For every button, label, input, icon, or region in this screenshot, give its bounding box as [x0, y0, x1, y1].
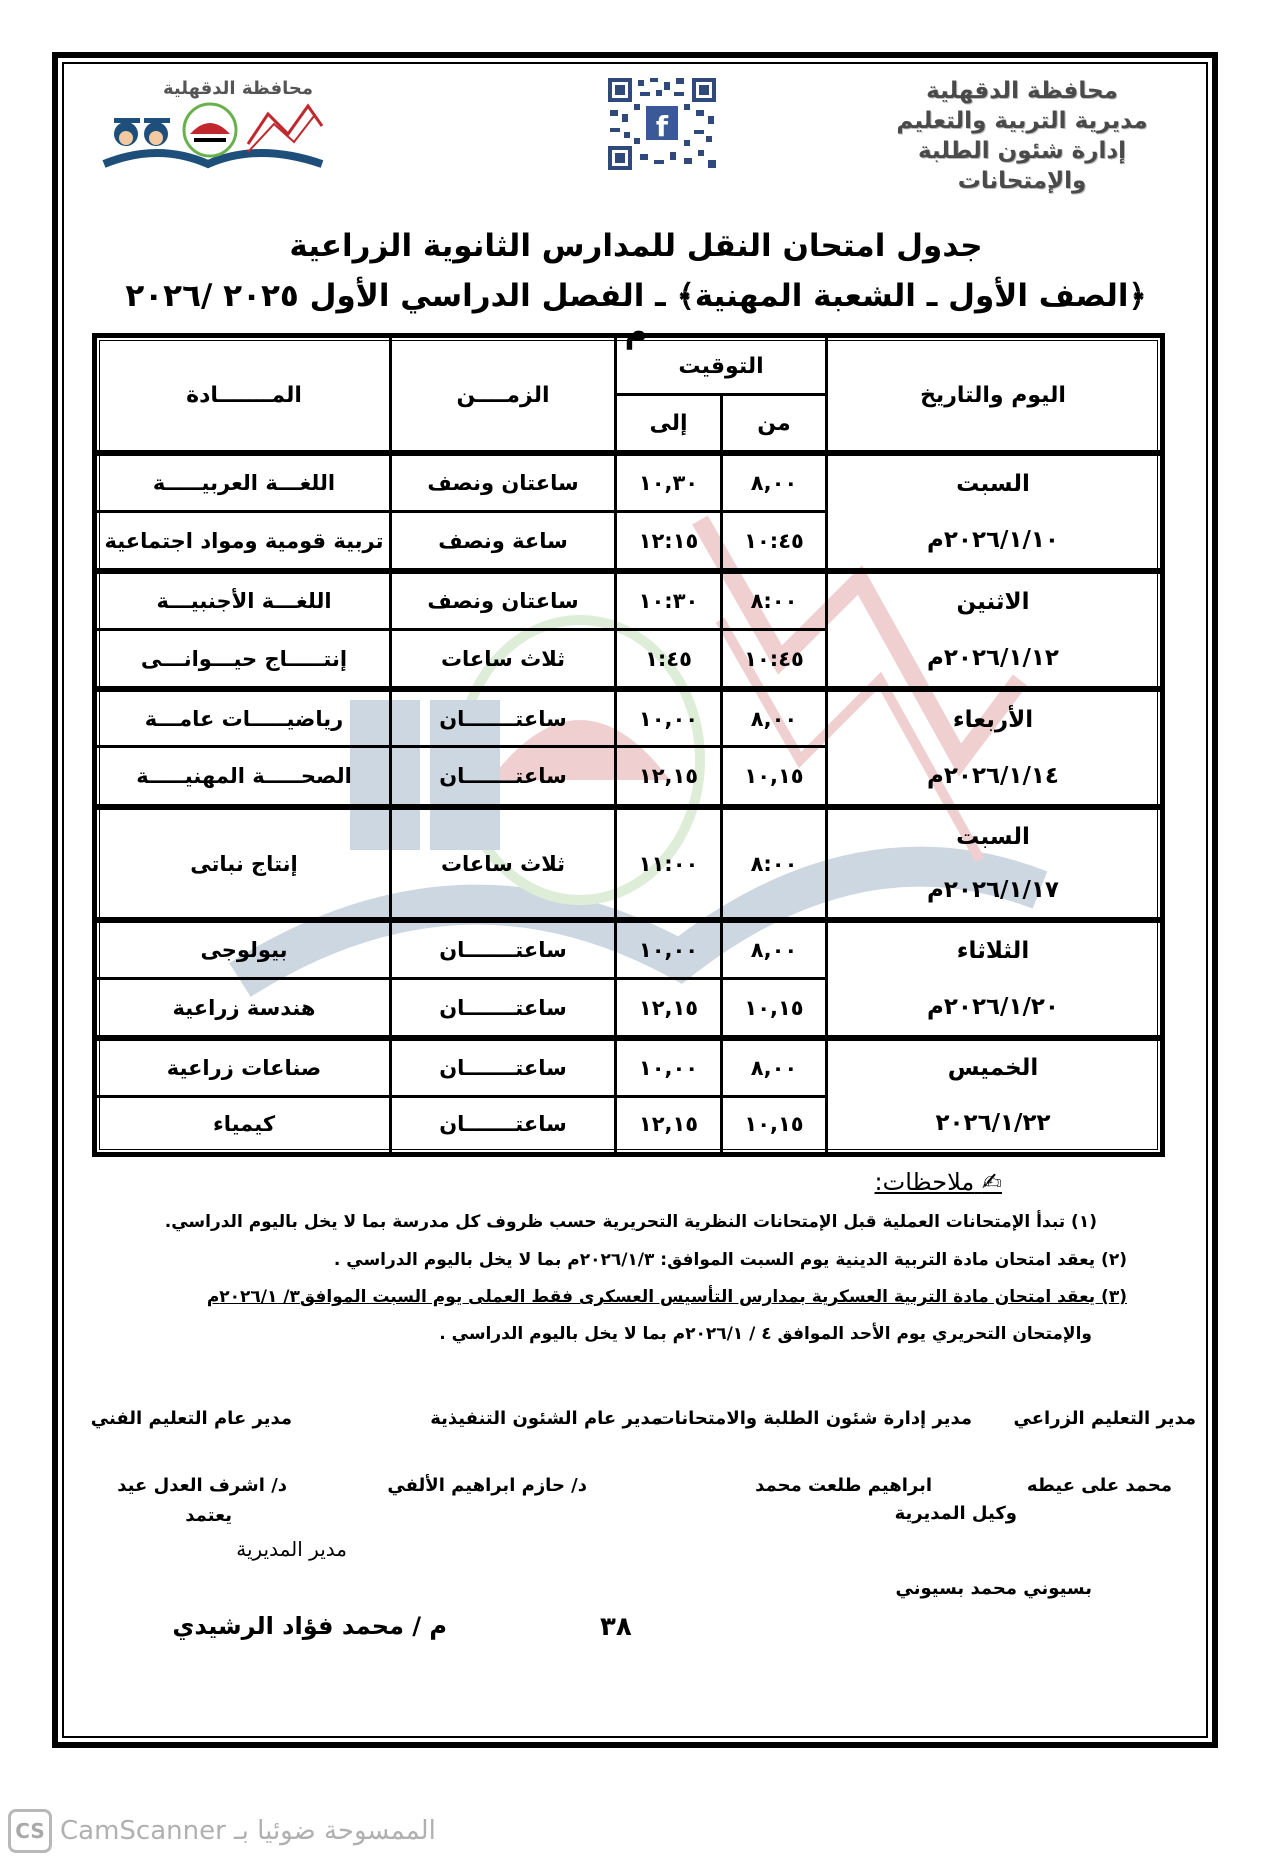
pencil-icon: ✍: [981, 1168, 1002, 1196]
exam-duration: ساعة ونصف: [438, 528, 568, 553]
exam-to: ١٢,١٥: [638, 764, 699, 788]
day-cell: [828, 923, 1158, 1035]
exam-from: ٨,٠٠: [750, 938, 798, 962]
header-timing: التوقيت: [678, 354, 764, 379]
exam-subject: كيمياء: [212, 1112, 276, 1136]
signatory-name: محمد على عيطه: [1026, 1475, 1172, 1496]
day-cell: [828, 456, 1158, 568]
exam-duration: ثلاث ساعات: [440, 646, 566, 671]
exam-subject: اللغـــة الأجنبيـــة: [156, 589, 332, 613]
exam-subject: بيولوجى: [200, 938, 288, 962]
header-from: من: [757, 410, 791, 436]
day-cell: [828, 692, 1158, 804]
directorate-logo: [98, 72, 328, 182]
day-date: ٢٠٢٦/١/١٢م: [927, 645, 1059, 671]
deputy-title: وكيل المديرية: [894, 1503, 1017, 1524]
header-org-block: [857, 76, 1187, 196]
note-item-3-continued: والإمتحان التحريري يوم الأحد الموافق ٤ / ٢٠٢٦/١م بما لا يخل باليوم الدراسي .: [439, 1324, 1092, 1344]
day-date: ٢٠٢٦/١/١٠م: [927, 527, 1059, 553]
exam-to: ١:٤٥: [645, 646, 692, 671]
notes-heading: [875, 1168, 1002, 1196]
exam-duration: ساعتـــــــان: [439, 764, 567, 788]
page-number: ٣٨: [600, 1612, 632, 1642]
exam-duration: ساعتان ونصف: [427, 471, 579, 495]
exam-to: ١١:٠٠: [638, 851, 699, 876]
approve-label: يعتمد: [185, 1505, 232, 1526]
exam-from: ١٠:٤٥: [744, 646, 804, 671]
exam-to: ١٢:١٥: [638, 528, 699, 553]
exam-subject: رياضيـــــات عامـــة: [144, 706, 344, 731]
exam-to: ١٠:٣٠: [638, 589, 699, 613]
department-name: إدارة شئون الطلبة والإمتحانات: [917, 138, 1127, 194]
exam-from: ١٠,١٥: [744, 995, 804, 1020]
exam-to: ١٠,٣٠: [638, 471, 699, 495]
director-name: م / محمد فؤاد الرشيدي: [172, 1612, 447, 1640]
day-date: ٢٠٢٦/١/١٧م: [927, 877, 1059, 904]
header-subject: المـــــــادة: [186, 382, 302, 408]
exam-subject: الصحـــــة المهنيـــــة: [136, 764, 352, 788]
signature-title: مدير عام الشئون التنفيذية: [430, 1408, 662, 1429]
signatory-name: ابراهيم طلعت محمد: [755, 1475, 932, 1496]
exam-subject: صناعات زراعية: [166, 1056, 322, 1080]
exam-duration: ساعتـــــــان: [439, 938, 567, 962]
exam-to: ١٢,١٥: [638, 1112, 699, 1136]
governorate-name: محافظة الدقهلية: [926, 78, 1118, 104]
day-cell: [828, 1041, 1158, 1150]
exam-duration: ساعتان ونصف: [427, 589, 579, 613]
exam-from: ٨,٠٠: [750, 471, 798, 495]
note-item-3: (٣) يعقد امتحان مادة التربية العسكرية بمدارس التأسيس العسكرى فقط العملى يوم السبت الموافق٣/ ٢٠٢٦/١م: [206, 1287, 1127, 1307]
exam-from: ١٠,١٥: [744, 1112, 804, 1136]
deputy-name: بسيوني محمد بسيوني: [895, 1578, 1092, 1599]
exam-duration: ثلاث ساعات: [440, 851, 566, 876]
day-name: الاثنين: [956, 589, 1030, 615]
exam-to: ١٠,٠٠: [638, 706, 699, 731]
exam-to: ١٠,٠٠: [638, 938, 699, 962]
exam-to: ١٠,٠٠: [638, 1056, 699, 1080]
exam-subject: إنتاج نباتى: [190, 851, 298, 876]
day-name: السبت: [956, 471, 1030, 497]
camscanner-text: الممسوحة ضوئيا بـ CamScanner: [60, 1816, 436, 1846]
exam-subject: إنتـــــاج حيـــوانـــى: [140, 646, 348, 671]
signature-title: مدير إدارة شئون الطلبة والامتحانات: [656, 1408, 972, 1429]
exam-from: ٨:٠٠: [750, 589, 798, 613]
logo-text: محافظة الدقهلية: [163, 78, 313, 99]
exam-duration: ساعتـــــــان: [439, 1112, 567, 1136]
exam-subject: تربية قومية ومواد اجتماعية: [104, 528, 384, 553]
notes-heading-text: ملاحظات:: [874, 1168, 975, 1196]
day-name: الخميس: [947, 1055, 1039, 1082]
camscanner-logo-icon: CS: [8, 1809, 52, 1853]
signatory-name: د/ اشرف العدل عيد: [117, 1475, 287, 1496]
exam-to: ١٢,١٥: [638, 995, 699, 1020]
day-name: الأربعاء: [952, 707, 1034, 733]
exam-from: ١٠,١٥: [744, 764, 804, 788]
director-title: مدير المديرية: [236, 1537, 347, 1561]
exam-duration: ساعتـــــــان: [439, 1056, 567, 1080]
signatory-name: د/ حازم ابراهيم الألفي: [387, 1475, 587, 1496]
day-date: ٢٠٢٦/١/١٤م: [927, 763, 1059, 789]
note-item-2: (٢) يعقد امتحان مادة التربية الدينية يوم السبت الموافق: ٢٠٢٦/١/٣م بما لا يخل باليوم الدراسي .: [333, 1250, 1127, 1270]
exam-subject: اللغـــة العربيـــــة: [152, 471, 336, 495]
day-cell: [828, 574, 1158, 686]
exam-duration: ساعتـــــــان: [439, 995, 567, 1020]
exam-duration: ساعتـــــــان: [439, 706, 567, 731]
facebook-qr-code-icon[interactable]: [604, 74, 720, 174]
day-name: الثلاثاء: [956, 938, 1030, 964]
day-cell: [828, 810, 1158, 917]
signature-title: مدير عام التعليم الفني: [90, 1408, 292, 1429]
exam-from: ٨,٠٠: [750, 1056, 798, 1080]
header-to: إلى: [649, 410, 688, 436]
note-item-1: (١) تبدأ الإمتحانات العملية قبل الإمتحانات النظرية التحريرية حسب ظروف كل مدرسة بما لا يخل باليوم الدراسي.: [164, 1212, 1097, 1232]
svg-text:f: f: [655, 110, 669, 143]
document-subtitle: ﴿الصف الأول ـ الشعبة المهنية﴾ ـ الفصل الدراسي الأول ٢٠٢٥ /٢٠٢٦ م: [125, 278, 1147, 350]
day-date: ٢٠٢٦/١/٢٢: [935, 1109, 1051, 1136]
header-duration: الزمــــن: [456, 382, 550, 408]
day-date: ٢٠٢٦/١/٢٠م: [927, 994, 1059, 1020]
exam-from: ٨,٠٠: [750, 706, 798, 731]
camscanner-watermark: [8, 1808, 436, 1854]
signature-title: مدير التعليم الزراعي: [1013, 1408, 1196, 1429]
directorate-name: مديرية التربية والتعليم: [896, 108, 1148, 134]
document-title: جدول امتحان النقل للمدارس الثانوية الزراعية: [289, 228, 983, 264]
exam-subject: هندسة زراعية: [172, 995, 316, 1020]
exam-from: ١٠:٤٥: [744, 528, 804, 553]
header-day-date: اليوم والتاريخ: [920, 382, 1066, 408]
exam-from: ٨:٠٠: [750, 851, 798, 876]
day-name: السبت: [956, 823, 1030, 850]
